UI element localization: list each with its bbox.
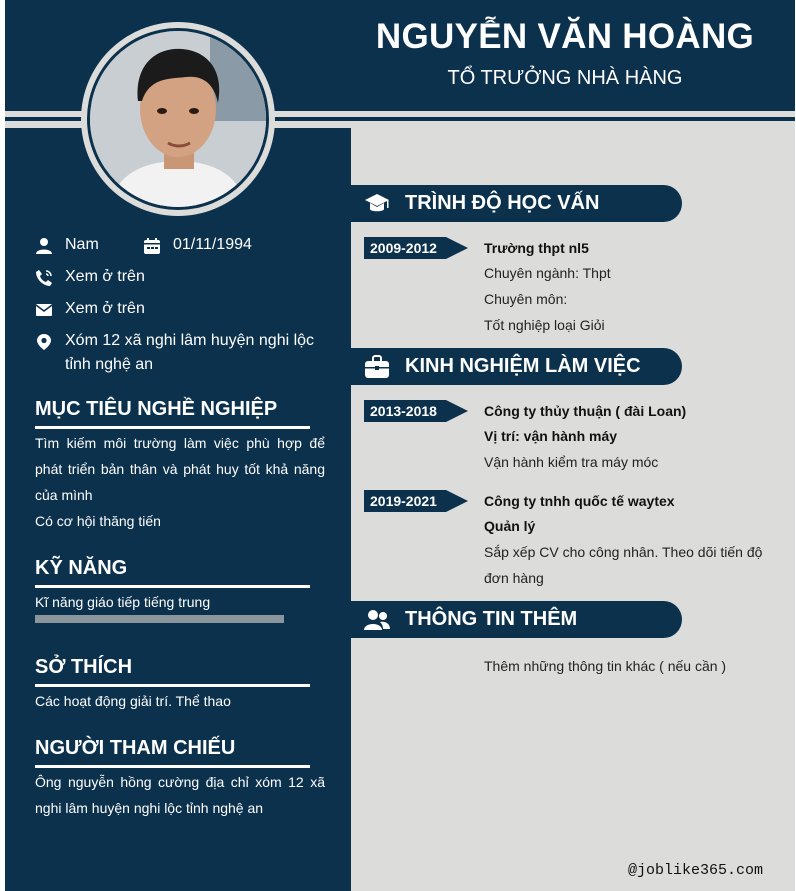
skills-divider — [35, 585, 310, 588]
additional-text: Thêm những thông tin khác ( nếu cần ) — [484, 658, 727, 674]
job-1-description: Vận hành kiểm tra máy móc — [484, 454, 659, 470]
education-period: 2009-2012 — [370, 240, 437, 256]
job-1-period: 2013-2018 — [370, 403, 437, 419]
avatar-frame — [81, 22, 275, 216]
additional-title: THÔNG TIN THÊM — [405, 608, 578, 630]
address-value: Xóm 12 xã nghi lâm huyện nghi lộc tỉnh nghệ an — [65, 332, 315, 373]
birthday-row — [143, 236, 252, 257]
cv-page — [5, 0, 795, 891]
gender-row — [35, 236, 99, 257]
portrait-photo — [90, 31, 266, 207]
job-1-period-tag — [364, 400, 469, 422]
job-2-company: Công ty tnhh quốc tế waytex — [484, 493, 675, 509]
sidebar — [5, 128, 351, 891]
hobbies-divider — [35, 684, 310, 687]
briefcase-icon — [364, 355, 390, 379]
users-icon — [364, 609, 390, 631]
job-title: TỔ TRƯỞNG NHÀ HÀNG — [447, 67, 683, 89]
job-2-description: Sắp xếp CV cho công nhân. Theo dõi tiến độ đơn hàng — [484, 544, 763, 586]
skill-name: Kĩ năng giáo tiếp tiếng trung — [35, 594, 211, 610]
location-pin-icon — [35, 333, 53, 351]
objective-text-1: Tìm kiếm môi trường làm việc phù hợp để phát triển bản thân và phát huy tốt khả năng của mình — [35, 435, 325, 503]
email-row — [35, 300, 145, 321]
hobbies-title: SỞ THÍCH — [35, 656, 133, 678]
objective-text-2: Có cơ hội thăng tiến — [35, 513, 161, 529]
objective-divider — [35, 426, 310, 429]
education-school: Trường thpt nl5 — [484, 240, 589, 256]
education-subject: Chuyên môn: — [484, 291, 568, 307]
hobbies-text: Các hoạt động giải trí. Thể thao — [35, 693, 231, 709]
education-major: Chuyên ngành: Thpt — [484, 265, 611, 281]
experience-header — [351, 348, 682, 385]
job-1-company: Công ty thủy thuận ( đài Loan) — [484, 403, 687, 419]
job-2-period-tag — [364, 490, 469, 512]
references-text: Ông nguyễn hồng cường địa chỉ xóm 12 xã nghi lâm huyện nghi lộc tỉnh nghệ an — [35, 774, 325, 816]
calendar-icon — [143, 237, 161, 255]
experience-title: KINH NGHIỆM LÀM VIỆC — [405, 355, 641, 377]
education-header — [351, 185, 682, 222]
footer-watermark: @joblike365.com — [628, 862, 764, 879]
references-divider — [35, 765, 310, 768]
avatar — [90, 31, 266, 207]
education-title: TRÌNH ĐỘ HỌC VẤN — [405, 192, 600, 214]
additional-header — [351, 601, 682, 638]
birthday-value: 01/11/1994 — [173, 236, 252, 253]
skills-title: KỸ NĂNG — [35, 557, 128, 579]
job-2-position: Quản lý — [484, 518, 536, 534]
job-2-period: 2019-2021 — [370, 493, 437, 509]
candidate-name: NGUYỄN VĂN HOÀNG — [375, 17, 755, 56]
address-row — [35, 332, 325, 377]
gender-value: Nam — [65, 236, 99, 253]
envelope-icon — [35, 301, 53, 319]
user-icon — [35, 237, 53, 255]
graduation-cap-icon — [364, 193, 390, 215]
phone-row — [35, 268, 145, 289]
phone-icon — [35, 269, 53, 287]
job-1-position: Vị trí: vận hành máy — [484, 428, 618, 444]
education-grade: Tốt nghiệp loại Giỏi — [484, 317, 605, 333]
email-value: Xem ở trên — [65, 300, 145, 317]
skill-level-bar — [35, 615, 284, 623]
objective-title: MỤC TIÊU NGHỀ NGHIỆP — [35, 398, 278, 420]
phone-value: Xem ở trên — [65, 268, 145, 285]
references-title: NGƯỜI THAM CHIẾU — [35, 737, 236, 759]
education-period-tag — [364, 237, 469, 259]
